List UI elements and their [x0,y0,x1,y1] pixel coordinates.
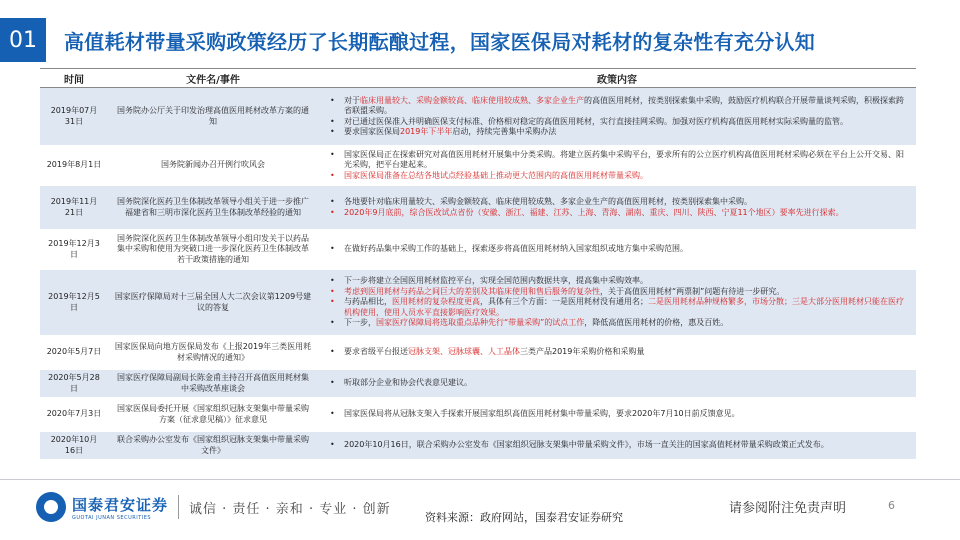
row-content [318,347,916,358]
row-content [318,440,916,451]
row-date: 2020年7月3日 [46,409,102,419]
disclaimer-note: 请参阅附注免责声明 [729,501,847,516]
table-row [40,146,916,186]
column-header-date: 时间 [64,74,84,86]
policy-item: • 考虑到医用耗材与药品之间巨大的差别及其临床使用和售后服务的复杂性，关于高值医用耗材“两票制”问题有待进一步研究。 [318,287,916,298]
row-document: 国务院新闻办召开例行吹风会 [161,160,265,170]
company-name-en: GUOTAI JUNAN SECURITIES [72,514,152,521]
row-document: 国家医保局委托开展《国家组织冠脉支架集中带量采购方案（征求意见稿）》征求意见 [117,404,309,424]
row-date: 2019年07月31日 [50,106,98,126]
row-content [318,150,916,182]
row-date: 2020年5月28日 [48,373,100,393]
policy-item: • 下一步，国家医疗保障局将选取重点品种先行“带量采购”的试点工作，降低高值医用耗材的价格，惠及百姓。 [318,318,916,329]
row-document: 国家医疗保障局对十三届全国人大二次会议第1209号建议的答复 [114,292,312,312]
footer-brand [36,492,391,522]
row-content [318,276,916,329]
slide-header [0,18,960,62]
row-content [318,409,916,420]
policy-item: • 2020年10月16日，联合采购办公室发布《国家组织冠脉支架集中带量采购文件》，市场一直关注的国家高值耗材带量采购政策正式发布。 [318,440,916,451]
row-document: 联合采购办公室发布《国家组织冠脉支架集中带量采购文件》 [117,435,309,455]
policy-item: • 国家医保局将从冠脉支架入手探索开展国家组织高值医用耗材集中带量采购，要求2020年7月10日前反馈意见。 [318,409,916,420]
policy-item: • 要求国家医保局2019年下半年启动，持续完善集中采购办法 [318,127,916,138]
row-date: 2020年10月16日 [50,435,98,455]
policy-item: • 听取部分企业和协会代表意见建议。 [318,378,916,389]
table-row [40,230,916,270]
row-content [318,197,916,218]
page-title: 高值耗材带量采购政策经历了长期酝酿过程，国家医保局对耗材的复杂性有充分认知 [64,30,816,54]
brand-divider [178,495,179,519]
policy-item: • 对于临床用量较大、采购金额较高、临床使用较成熟、多家企业生产的高值医用耗材，按类别探索集中采购，鼓励医疗机构联合开展带量谈判采购，积极探索跨省联盟采购。 [318,96,916,117]
company-slogan: 诚信 · 责任 · 亲和 · 专业 · 创新 [189,501,391,517]
policy-item: • 对已通过医保准入并明确医保支付标准、价格相对稳定的高值医用耗材，实行直接挂网采购。加强对医疗机构高值医用耗材实际采购量的监管。 [318,117,916,128]
row-document: 国家医疗保障局副局长陈金甫主持召开高值医用耗材集中采购改革座谈会 [117,373,309,393]
row-date: 2019年12月5日 [48,292,100,312]
table-header [40,68,916,88]
row-date: 2019年12月3日 [48,239,100,259]
table-row [40,398,916,432]
row-content [318,96,916,138]
policy-item: • 下一步将建立全国医用耗材监控平台，实现全国范围内数据共享，提高集中采购效率。 [318,276,916,287]
policy-item: • 各地要针对临床用量较大、采购金额较高、临床使用较成熟、多家企业生产的高值医用耗材，按类别探索集中采购。 [318,197,916,208]
row-document: 国务院深化医药卫生体制改革领导小组关于进一步推广福建省和三明市深化医药卫生体制改革经验的通知 [117,197,309,217]
data-source: 资料来源：政府网站，国泰君安证券研究 [425,511,623,524]
table-row [40,270,916,336]
row-document: 国务院办公厅关于印发治理高值医用耗材改革方案的通知 [117,106,309,126]
policy-item: • 要求省级平台报送冠脉支架、冠脉球囊、人工晶体三类产品2019年采购价格和采购量 [318,347,916,358]
row-document: 国家医保局向地方医保局发布《上报2019年三类医用耗材采购情况的通知》 [114,342,312,362]
company-logo-text [72,494,168,521]
table-row [40,370,916,398]
company-name: 国泰君安证券 [72,495,169,514]
column-header-document: 文件名/事件 [186,74,240,86]
footer-divider [0,479,960,480]
policy-item: • 在做好药品集中采购工作的基础上，探索逐步将高值医用耗材纳入国家组织或地方集中采购范围。 [318,244,916,255]
row-content [318,244,916,255]
table-body [40,88,916,460]
page-number: 6 [888,499,895,512]
table-row [40,432,916,460]
column-header-content: 政策内容 [597,74,637,86]
table-row [40,336,916,370]
row-date: 2020年5月7日 [46,347,102,357]
policy-table [40,68,916,460]
row-document: 国务院深化医药卫生体制改革领导小组印发关于以药品集中采购和使用为突破口进一步深化医药卫生体制改革若干政策措施的通知 [117,233,309,264]
policy-item: • 国家医保局准备在总结各地试点经验基础上推动更大范围内的高值医用耗材带量采购。 [318,171,916,182]
policy-item: • 国家医保局正在探索研究对高值医用耗材开展集中分类采购。将建立医药集中采购平台，要求所有的公立医疗机构高值医用耗材采购必须在平台上公开交易、阳光采购，把平台建起来。 [318,150,916,171]
table-row [40,88,916,146]
policy-item: • 与药品相比，医用耗材的复杂程度更高，具体有三个方面：一是医用耗材没有通用名；二是医用耗材品种规格繁多，市场分散；三是大部分医用耗材只能在医疗机构使用，使用人员水平直接影响医疗效果。 [318,297,916,318]
table-row [40,186,916,230]
row-date: 2019年8月1日 [46,160,102,170]
row-date: 2019年11月21日 [50,197,98,217]
policy-item: • 2020年9月底前，综合医改试点省份（安徽、浙江、福建、江苏、上海、青海、湖南、重庆、四川、陕西、宁夏11个地区）要率先进行探索。 [318,208,916,219]
company-logo-icon [36,492,66,522]
row-content [318,378,916,389]
section-number: 01 [0,18,46,62]
